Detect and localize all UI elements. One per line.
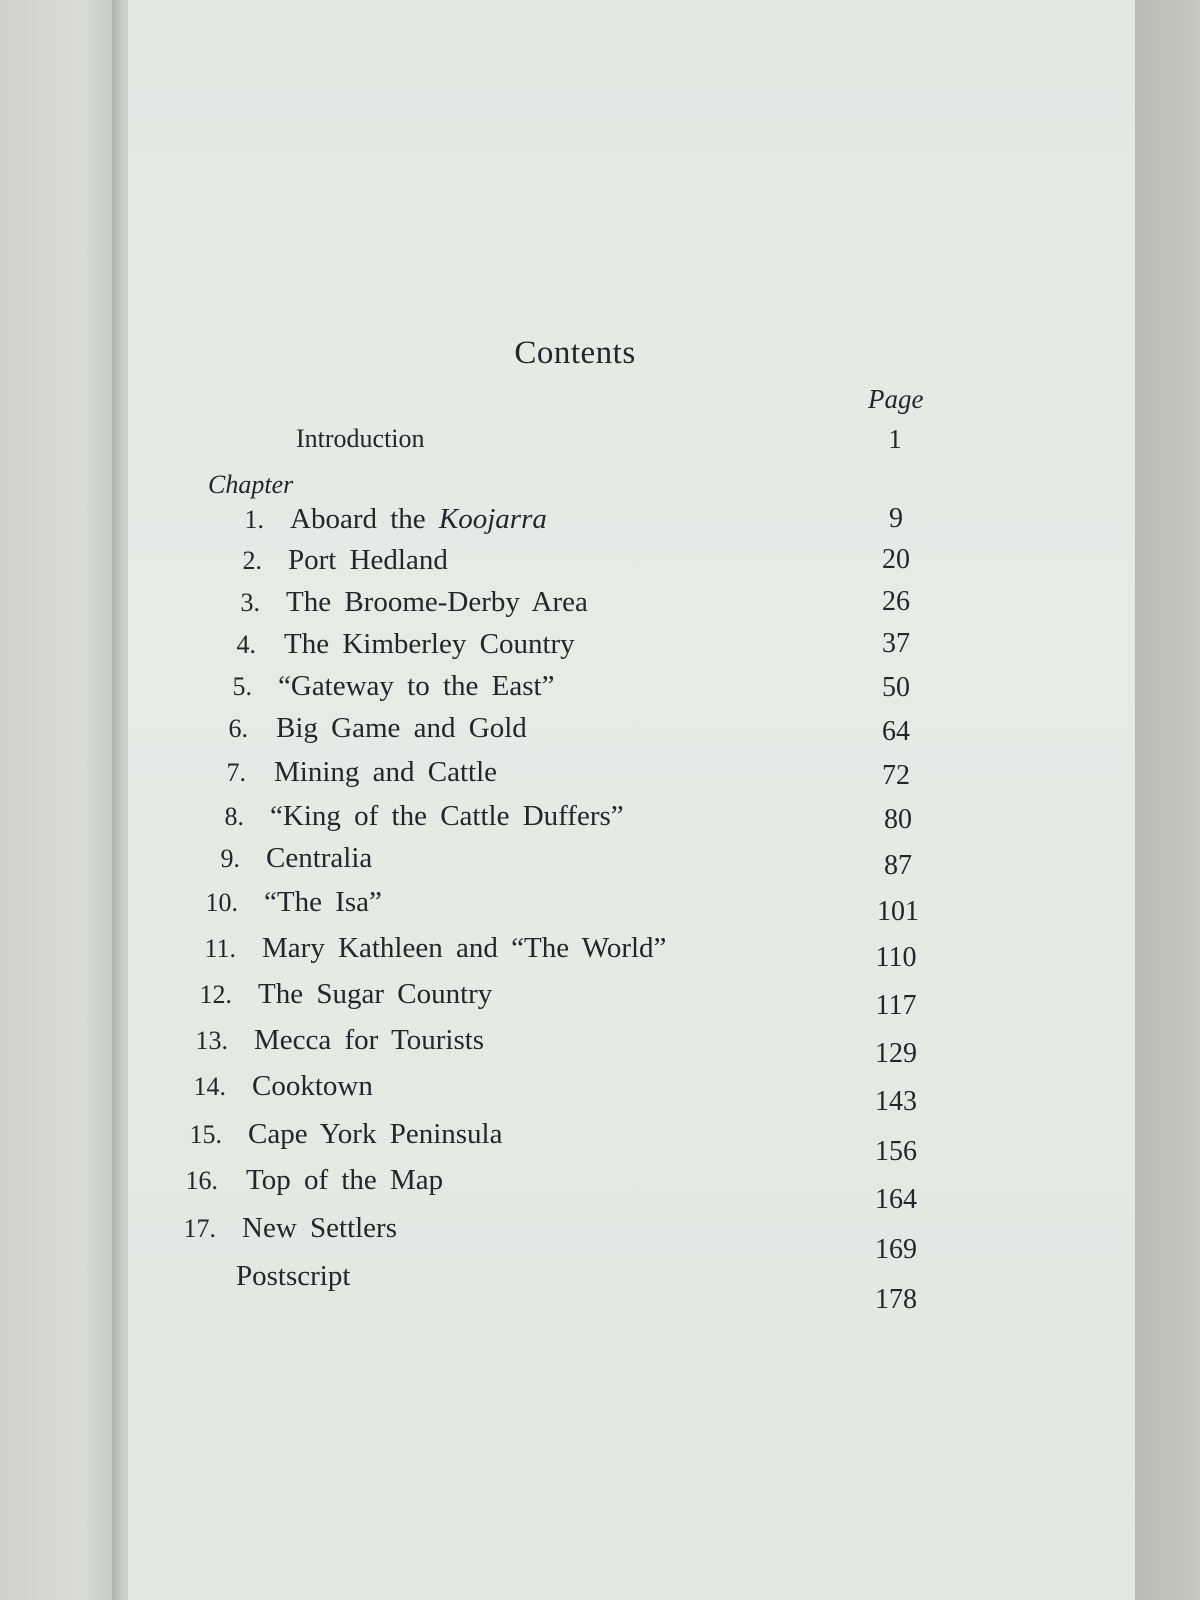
chapter-page-number: 80 <box>884 804 912 835</box>
chapter-title: Port Hedland <box>288 544 448 576</box>
chapter-page-number: 117 <box>875 990 917 1021</box>
chapter-number: 2. <box>242 546 262 575</box>
chapter-number: 16. <box>185 1166 218 1195</box>
chapter-title: New Settlers <box>242 1212 397 1244</box>
chapter-title: Centralia <box>266 842 373 874</box>
postscript-label: Postscript <box>236 1260 351 1292</box>
chapter-title: Top of the Map <box>246 1164 444 1196</box>
chapter-page-number: 143 <box>875 1086 917 1117</box>
chapter-page-number: 156 <box>875 1136 917 1167</box>
introduction-label: Introduction <box>296 424 425 453</box>
chapter-title: Mary Kathleen and “The World” <box>262 932 667 964</box>
chapter-page-number: 9 <box>889 503 903 534</box>
chapter-title: The Broome-Derby Area <box>286 586 588 618</box>
chapter-title: “King of the Cattle Duffers” <box>270 800 624 832</box>
chapter-number: 9. <box>220 844 240 873</box>
contents-heading: Contents <box>514 335 636 371</box>
table-surface <box>1135 0 1200 1600</box>
chapter-page-number: 87 <box>884 850 912 881</box>
chapter-number: 4. <box>236 630 256 659</box>
chapter-page-number: 20 <box>882 544 910 575</box>
chapter-page-number: 72 <box>882 760 910 791</box>
chapter-title: The Kimberley Country <box>284 628 575 660</box>
chapter-page-number: 169 <box>875 1234 917 1265</box>
chapter-title: Mecca for Tourists <box>254 1024 485 1056</box>
chapter-number: 6. <box>228 714 248 743</box>
chapter-number: 7. <box>226 758 246 787</box>
chapter-number: 8. <box>224 802 244 831</box>
chapter-title: Cape York Peninsula <box>248 1118 503 1150</box>
chapter-title: Aboard the Koojarra <box>290 503 547 535</box>
introduction-page: 1 <box>888 424 902 454</box>
chapter-page-number: 26 <box>882 586 910 617</box>
chapter-number: 5. <box>232 672 252 701</box>
postscript-page: 178 <box>875 1284 917 1315</box>
chapter-title: Mining and Cattle <box>274 756 498 788</box>
chapter-number: 1. <box>244 505 264 534</box>
chapter-number: 14. <box>193 1072 226 1101</box>
chapter-page-number: 101 <box>877 896 919 927</box>
chapter-number: 10. <box>205 888 238 917</box>
chapter-page-number: 37 <box>882 628 910 659</box>
chapter-title-italic: Koojarra <box>425 503 547 535</box>
chapter-title: Cooktown <box>252 1070 373 1102</box>
chapter-number: 15. <box>189 1120 222 1149</box>
chapter-page-number: 110 <box>875 942 917 973</box>
chapter-title: The Sugar Country <box>258 978 493 1010</box>
chapter-page-number: 64 <box>882 716 910 747</box>
chapter-number: 3. <box>240 588 260 617</box>
chapter-page-number: 164 <box>875 1184 917 1215</box>
page-column-label: Page <box>868 384 924 414</box>
chapter-number: 17. <box>183 1214 216 1243</box>
chapter-number: 13. <box>195 1026 228 1055</box>
chapter-page-number: 129 <box>875 1038 917 1069</box>
chapter-title: “Gateway to the East” <box>278 670 555 702</box>
facing-page <box>0 0 118 1600</box>
chapter-title: Big Game and Gold <box>276 712 527 744</box>
chapter-column-label: Chapter <box>208 470 294 499</box>
chapter-number: 11. <box>204 934 236 963</box>
chapter-title: “The Isa” <box>264 886 382 918</box>
chapter-number: 12. <box>199 980 232 1009</box>
chapter-page-number: 50 <box>882 672 910 703</box>
